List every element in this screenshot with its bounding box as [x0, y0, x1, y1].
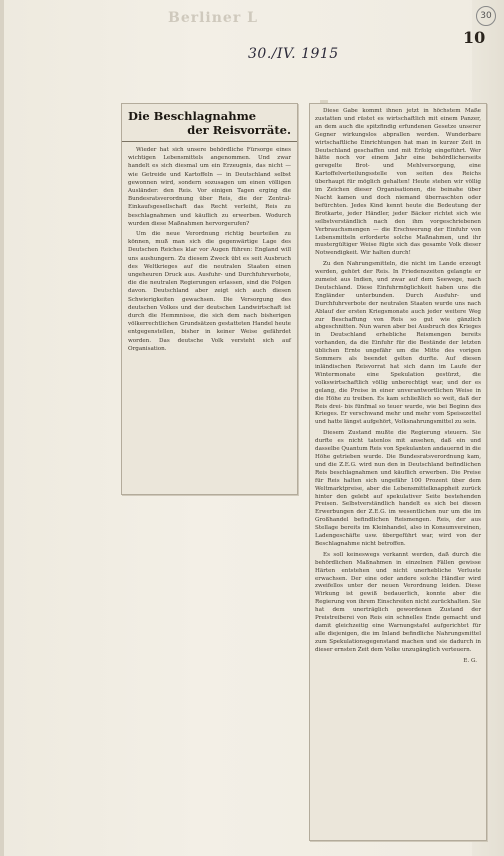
newspaper-clipping-right — [309, 103, 487, 841]
handwritten-date: 30./IV. 1915 — [248, 46, 339, 62]
article-paragraph: Es soll keineswegs verkannt werden, daß durch die behördlichen Maßnahmen in einzelnen Fällen gewisse Härten entstehen und nicht unerhebliche Verluste erwachsen. Der eine oder andere solche Händler wird zweifellos unter der neuen Verordnung leiden. Diese Wirkung ist gewiß bedauerlich, konnte aber die Regierung von ihrem Einschreiten nicht zurückhalten. Sie hat dem unerträglich gewordenen Zustand der Preistreiberei von Reis ein schnelles Ende gemacht und damit gleichzeitig eine Warnungstafel aufgerichtet für alle diejenigen, die im Inland befindliche Nahrungsmittel zum Spekulationsgegenstand machen und sie dadurch in dieser ernsten Zeit dem Volke unzugänglich verteuern. — [315, 551, 481, 653]
article-paragraph: Wieder hat sich unsere behördliche Fürsorge eines wichtigen Lebensmittels angenommen. Und zwar handelt es sich diesmal um ein Erzeugnis, das nicht — wie Getreide und Kartoffeln — in Deutschland selbst gewonnen wird, sondern sozusagen um einen völligen Ausländer: den Reis. Vor einigen Tagen erging die Bundesratsverordnung über Reis, die der Zentral-Einkaufsgesellschaft das Recht verleiht, Reis zu beschlagnahmen und käuflich zu erwerben. Wodurch wurden diese Maßnahmen hervorgerufen? — [128, 147, 291, 227]
article-body-left — [122, 142, 297, 353]
article-body-right — [310, 104, 486, 666]
article-paragraph: Diese Gabe kommt ihnen jetzt in höchstem Maße zustatten und rüstet es wirtschaftlich mit einem Panzer, an dem auch die spitzfindig erfundenen Gesetze unserer Gegner wirkungslos abprallen werden. Wunderbare wirtschaftliche Einrichtungen hat man in kurzer Zeit in Deutschland geschaffen und mit Erfolg eingeführt. Wer hätte noch vor einem Jahr eine behördlicherseits geregelte Brot- und Mehlversorgung, eine Kartoffelverteilungsstelle von seiten des Reichs überhaupt für möglich gehalten! Heute stehen wir völlig im Zeichen dieser Organisationen, die beinahe über Nacht kamen und doch niemand überraschten oder befürchten. Jedes Kind kennt heute die Bedeutung der Brotkarte, jeder Händler, jeder Bäcker richtet sich wie selbstverständlich nach den ihm vorgeschriebenen Verbrauchsmengen — die Erschwerung der Einfuhr von Lebensmitteln erforderte solche Maßnahmen, und ihr mustergültiger Weise fügte sich das gesamte Volk dieser Notwendigkeit. Wir halten durch! — [315, 108, 481, 257]
article-paragraph: Zu den Nahrungsmitteln, die nicht im Lande erzeugt werden, gehört der Reis. In Friedenszeiten gelangte er zumeist aus Indien, und zwar auf dem Seewege, nach Deutschland. Diese Einfuhrmöglichkeit haben uns die Engländer unterbunden. Durch Ausfuhr- und Durchfuhrverbote der neutralen Staaten wurde uns nach Ablauf der ersten Kriegsmonate auch jeder weitere Weg zur Beschaffung von Reis so gut wie gänzlich abgeschnitten. Nun waren aber bei Ausbruch des Krieges in Deutschland erhebliche Reismengen bereits vorhanden, da die Einfuhr für die Bestände der letzten üblichen Ernte ungefähr um die Mitte des vorigen Sommers als beendet gelten durfte. Auf diesen inländischen Reisvorrat hat sich dann im Laufe der Wintermonate eine Spekulation gestürzt, die volkswirtschaftlich völlig unberechtigt war, und der es gelang, die Preise in einer unverantwortlichen Weise in die Höhe zu treiben. Es kam schließlich so weit, daß der Reis drei- bis fünfmal so teuer wurde, wie bei Beginn des Krieges. Er verschwand mehr und mehr vom Speisezettel und hatte längst aufgehört, Volksnahrungsmittel zu sein. — [315, 261, 481, 426]
archive-stamp: 30 — [476, 6, 496, 26]
article-headline — [122, 104, 297, 142]
article-paragraph: Um die neue Verordnung richtig beurteilen zu können, muß man sich die gegenwärtige Lage des Deutschen Reiches klar vor Augen führen: England will uns aushungern. Zu diesem Zweck übt es seit Ausbruch des Weltkrieges auf die neutralen Staaten einen ungeheuren Druck aus. Ausfuhr- und Durchfuhrverbote, die die neutralen Regierungen erlassen, sind die Folgen davon. Deutschland aber zeigt sich auch diesen Schwierigkeiten gewachsen. Die Versorgung des deutschen Volkes und der deutschen Landwirtschaft ist durch die Hemmnisse, die sich dem nach bisherigen völkerrechtlichen Grundsätzen gestatteten Handel heute entgegenstellen, bisher in keiner Weise gefährdet worden. Das deutsche Volk versteht sich auf Organisation. — [128, 231, 291, 352]
masthead-watermark: Berliner L — [168, 10, 258, 26]
newspaper-clipping-left — [121, 103, 298, 495]
headline-line-1: Die Beschlagnahme — [128, 109, 257, 123]
headline-line-2: der Reisvorräte. — [187, 123, 291, 137]
page-edge — [0, 0, 4, 856]
page-number: 10 — [463, 28, 486, 47]
article-paragraph: Diesem Zustand mußte die Regierung steuern. Sie durfte es nicht tatenlos mit ansehen, daß ein und dasselbe Quantum Reis von Spekulanten andauernd in die Höhe getrieben wurde. Die Bundesratsverordnung kam, und die Z.E.G. wird nun den in Deutschland befindlichen Reis beschlagnahmen und käuflich erwerben. Die Preise für Reis halten sich ungefähr 100 Prozent über dem Weltmarktpreise, aber die Lebensmittelknappheit zurück hinter den gelebt auf spekulativer Seite bestehenden Preisen. Selbstverständlich handelt es sich bei diesen Erwerbungen der Z.E.G. im wesentlichen nur um die im Großhandel befindlichen Reismengen. Reis, der aus Stellage bereits im Kleinhandel, also in Konsumvereinen, Ladengeschäfte usw. übergeführt war, wird von der Beschlagnahme nicht betroffen. — [315, 430, 481, 547]
author-signature: E. G. — [463, 657, 477, 664]
